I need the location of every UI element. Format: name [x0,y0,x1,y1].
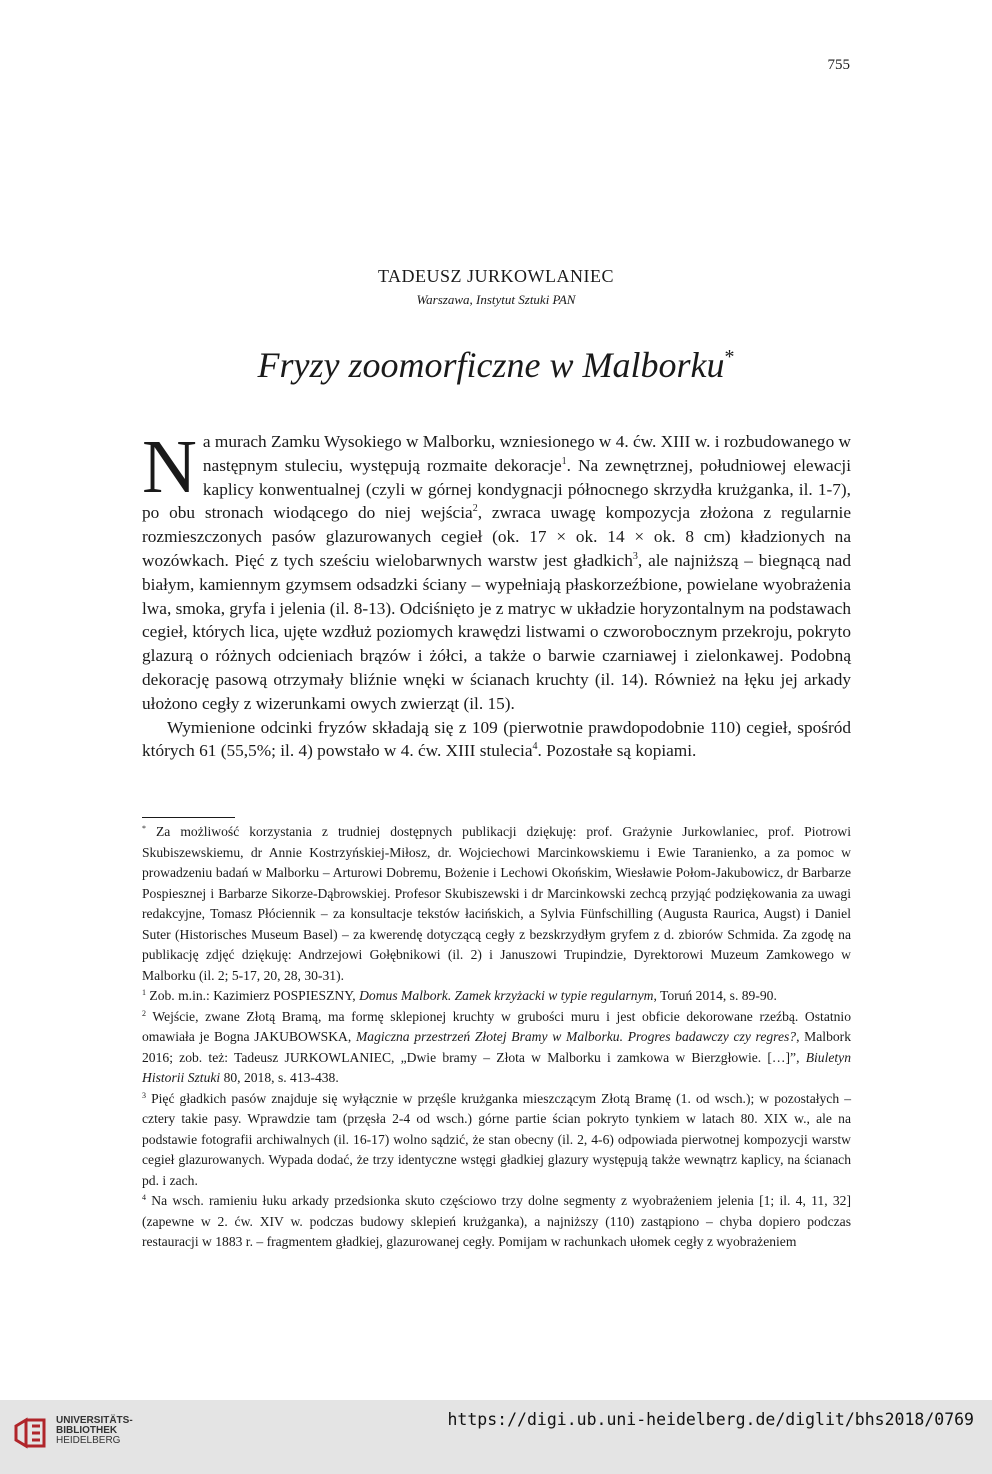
library-logo-icon [12,1416,48,1452]
footnote-text: Pięć gładkich pasów znajduje się wyłącznie w przęśle krużganka mieszczącym Złotą Bramę (1. od wsch.); w pozostałych – cztery takie pasy. Wprawdzie tam (przęsła 2-4 od wsch.) górne partie ścian pokryto tynkiem w latach 80. XIX w., ale na podstawie fotografii archiwalnych (il. 16-17) wolno sądzić, że stan obecny (il. 2, 4-6) odpowiada pierwotnej kompozycji warstw cegieł glazurowanych. Wypada dodać, że trzy identyczne wstęgi gładkiej glazury występują także wewnątrz kaplicy, na ścianach pd. i zach. [142,1090,851,1188]
footnote-ref-3[interactable]: 3 [632,550,638,562]
author-affiliation: Warszawa, Instytut Sztuki PAN [416,292,576,307]
library-name-line: UNIVERSITÄTS- [56,1415,133,1426]
footnote-2 [142,1007,851,1089]
footer-bar [0,1400,992,1474]
footnote-text: Wejście, zwane Złotą Bramą, ma formę sklepionej kruchty w grubości muru i jest obficie dekorowane rzeźbą. Ostatnio omawiała je Bogna JAKUBOWSKA, [142,1008,851,1044]
paragraph-text: . Na zewnętrznej, południowej elewacji kaplicy konwentualnej (czyli w górnej kondygnacji północnego skrzydła krużganka, il. 1-7), po obu stronach wiodącego do niej wejścia [142,455,851,523]
article-title [0,344,992,386]
permalink-url[interactable]: https://digi.ub.uni-heidelberg.de/diglit/bhs2018/0769 [447,1410,974,1429]
footnote-italic: Biuletyn Historii Sztuki [142,1049,851,1085]
footnote-ref-1[interactable]: 1 [561,455,567,467]
footnote-mark: 2 [142,1008,146,1018]
footnote-mark: * [142,824,146,833]
footnote-text: Zob. m.in.: Kazimierz POSPIESZNY, [146,988,360,1003]
library-name [56,1416,133,1446]
library-name-line: HEIDELBERG [56,1435,121,1446]
footnote-text: , Malbork 2016; zob. też: Tadeusz JURKOWLANIEC, „Dwie bramy – Złota w Malborku i zamkowa w Bierzgłowie. […]”, [142,1029,851,1065]
footnote-star [142,822,851,986]
title-footnote-mark: * [724,346,735,368]
page-number: 755 [827,57,850,73]
footnote-ref-2[interactable]: 2 [472,503,478,515]
paragraph-text: Wymienione odcinki fryzów składają się z 109 (pierwotnie prawdopodobnie 110) cegieł, spośród których 61 (55,5%; il. 4) powstało w 4. ćw. XIII stulecia [142,717,851,761]
footnote-italic: Domus Malbork. Zamek krzyżacki w typie regularnym [359,988,654,1003]
footnote-1 [142,986,851,1007]
footnote-text: 80, 2018, s. 413-438. [220,1070,339,1085]
paragraph-text: a murach Zamku Wysokiego w Malborku, wzniesionego w 4. ćw. XIII w. i rozbudowanego w następnym stuleciu, występują rozmaite dekoracje [202,432,852,475]
footnote-text: Za możliwość korzystania z trudniej dostępnych publikacji dziękuję: prof. Grażynie Jurkowlaniec, prof. Piotrowi Skubiszewskiemu, dr Annie Kostrzyńskiej-Miłosz, dr. Wojciechowi Marcinkowskiemu i Ewie Taranienko, a za pomoc w prowadzeniu badań w Malborku – Arturowi Dobremu, Bożenie i Lechowi Okońskim, Wiesławie Połom-Jakubowicz, dr Barbarze Pospiesznej i Barbarze Sikorze-Dąbrowskiej. Profesor Skubiszewski i dr Marcinkowski zechcą przyjąć podziękowania za uwagi redakcyjne, Tomasz Płóciennik – za konsultacje tekstów łacińskich, a Sylvia Fünfschilling (Augusta Raurica, Augst) i Daniel Suter (Historisches Museum Basel) – za kwerendę dotyczącą cegły z bezskrzydłym gryfem z d. zbiorów Schmida. Za zgodę na publikację zdjęć dziękuję: Andrzejowi Gołębnikowi (il. 2) i Januszowi Trupindzie, Dyrektorowi Muzeum Zamkowego w Malborku (il. 2; 5-17, 20, 28, 30-31). [142,824,851,983]
paragraph-text: , zwraca uwagę kompozycja złożona z regularnie rozmieszczonych pasów glazurowanych cegieł (ok. 17 × ok. 14 × ok. 8 cm) kładzionych na wozówkach. Pięć z tych sześciu wielobarwnych warstw jest gładkich [142,503,851,570]
paragraph-text: . Pozostałe są kopiami. [537,741,697,761]
paragraph-text: , ale najniższą – biegnącą nad białym, kamiennym gzymsem odsadzki ściany – wypełniają płaskorzeźbione, powielane wyobrażenia lwa, smoka, gryfa i jelenia (il. 8-13). Odciśnięto je z matryc w układzie horyzontalnym na podstawach cegieł, których lica, ujęte wzdłuż poziomych krawędzi listwami o czworobocznym przekroju, pokryto glazurą o różnych odcieniach brązów i żółci, a także o barwie czarniawej i zielonkawej. Podobną dekorację pasową otrzymały bliźnie wnęki w ścianach kruchty (il. 14). Również na łęku jej arkady ułożono cegły z wizerunkami owych zwierząt (il. 15). [142,550,851,713]
title-text: Fryzy zoomorficzne w Malborku [257,345,725,385]
footnote-ref-4[interactable]: 4 [532,741,538,753]
footnote-3 [142,1089,851,1192]
footnote-4 [142,1191,851,1253]
author-name: TADEUSZ JURKOWLANIEC [377,266,615,286]
footnote-text: Na wsch. ramieniu łuku arkady przedsionka skuto częściowo trzy dolne segmenty z wyobrażeniem jelenia [1; il. 4, 11, 32] (zapewne w 2. ćw. XIV w. podczas budowy sklepień krużganka), a najniższy (110) zastąpiono – chyba dopiero podczas restauracji w 1883 r. – fragmentem gładkiej, glazurowanej cegły. Pomijam w rachunkach ułomek cegły z wyobrażeniem [142,1193,851,1249]
footnote-mark: 4 [142,1193,146,1202]
footnote-text: , Toruń 2014, s. 89-90. [653,988,777,1003]
article-body [142,425,852,763]
footnote-mark: 1 [142,988,146,997]
footnote-mark: 3 [142,1090,146,1100]
paragraph-2 [142,716,851,764]
library-name-line: BIBLIOTHEK [56,1425,118,1436]
drop-cap: N [142,425,197,509]
footnote-italic: Magiczna przestrzeń Złotej Bramy w Malborku. Progres badawczy czy regres? [355,1029,797,1044]
footnote-divider [142,817,235,818]
footnotes [142,822,851,1253]
paragraph-1 [142,425,852,716]
